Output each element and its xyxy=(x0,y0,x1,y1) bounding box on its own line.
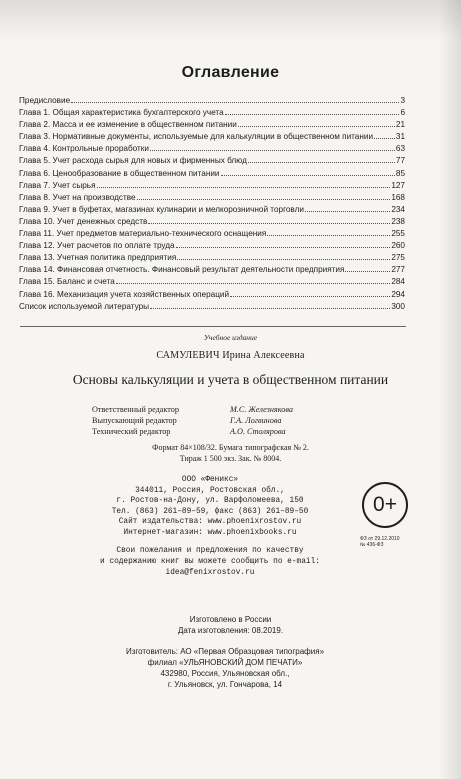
toc-leader-dots xyxy=(305,203,390,212)
publisher-line: 344011, Россия, Ростовская обл., xyxy=(135,486,285,495)
toc-entry-title: Список используемой литературы xyxy=(19,301,150,311)
editor-row xyxy=(92,404,352,415)
toc-leader-dots xyxy=(345,263,390,272)
publisher-line: Тел. (863) 261–89–59, факс (863) 261–89–50 xyxy=(111,507,309,516)
manufacturer-line: Изготовитель: АО «Первая Образцовая типография» xyxy=(125,647,325,656)
toc-entry-title: Глава 11. Учет предметов материально-технического оснащения xyxy=(19,229,267,239)
made-line: Дата изготовления: 08.2019. xyxy=(177,626,284,635)
age-rating-badge: 0+ xyxy=(362,482,408,528)
toc-entry-page: 21 xyxy=(395,120,405,130)
publisher-line: Интернет-магазин: www.phoenixbooks.ru xyxy=(123,528,297,537)
toc-leader-dots xyxy=(221,167,395,176)
printing-line: Тираж 1 500 экз. Зак. № 8004. xyxy=(179,454,282,463)
toc-entry xyxy=(19,227,405,239)
publisher-line: Свои пожелания и предложения по качеству xyxy=(116,547,304,556)
toc-entry xyxy=(19,179,405,191)
publisher-line: г. Ростов-на-Дону, ул. Варфоломеева, 150 xyxy=(116,497,304,506)
toc-leader-dots xyxy=(230,288,390,297)
toc-entry xyxy=(19,251,405,263)
toc-entry xyxy=(19,167,405,179)
toc-leader-dots xyxy=(97,179,391,188)
toc-entry-title: Предисловие xyxy=(19,96,71,105)
toc-leader-dots xyxy=(176,239,391,248)
toc-entry-title: Глава 1. Общая характеристика бухгалтерского учета xyxy=(19,108,224,118)
publisher-line: ООО «Феникс» xyxy=(181,476,239,484)
toc-entry-page: 238 xyxy=(391,216,405,226)
editor-name: Г.А. Логвинова xyxy=(230,416,282,425)
toc-entry-title: Глава 5. Учет расхода сырья для новых и фирменных блюд xyxy=(19,156,247,166)
toc-entry-page: 234 xyxy=(391,204,405,214)
toc-heading: Оглавление xyxy=(181,64,280,81)
toc-entry-page: 63 xyxy=(395,144,405,154)
table-of-contents xyxy=(19,94,405,312)
toc-entry-title: Глава 15. Баланс и счета xyxy=(19,277,115,287)
toc-leader-dots xyxy=(267,227,390,236)
printing-line: Формат 84×108/32. Бумага типографская № 2. xyxy=(152,443,309,452)
book-title: Основы калькуляции и учета в общественном питании xyxy=(72,372,389,387)
toc-entry xyxy=(19,215,405,227)
toc-entry xyxy=(19,203,405,215)
toc-entry-page: 85 xyxy=(395,168,405,178)
toc-entry xyxy=(19,154,405,166)
age-rating-law-note xyxy=(360,536,420,548)
age-note-line: ФЗ от 29.12.2010 xyxy=(360,536,400,542)
toc-entry-title: Глава 7. Учет сырья xyxy=(19,180,96,190)
toc-entry-title: Глава 4. Контрольные проработки xyxy=(19,144,149,154)
toc-entry xyxy=(19,239,405,251)
toc-entry-page: 300 xyxy=(391,301,405,311)
toc-entry-title: Глава 16. Механизация учета хозяйственных операций xyxy=(19,289,230,299)
publisher-info xyxy=(60,475,360,578)
toc-leader-dots xyxy=(150,300,390,309)
toc-entry-page: 277 xyxy=(391,265,405,275)
toc-entry xyxy=(19,94,405,106)
toc-entry xyxy=(19,263,405,275)
publisher-line: idea@fenixrostov.ru xyxy=(165,568,255,577)
toc-entry-page: 294 xyxy=(391,289,405,299)
editors-list xyxy=(92,404,352,437)
toc-entry-page: 168 xyxy=(391,192,405,202)
toc-entry xyxy=(19,300,405,312)
editor-role: Ответственный редактор xyxy=(92,405,179,414)
toc-entry-title: Глава 3. Нормативные документы, используемые для калькуляции в общественном питании xyxy=(19,132,374,142)
editor-row xyxy=(92,426,352,437)
toc-leader-dots xyxy=(177,251,390,260)
toc-entry xyxy=(19,288,405,300)
toc-entry xyxy=(19,191,405,203)
toc-entry-title: Глава 10. Учет денежных средств xyxy=(19,216,148,226)
toc-entry xyxy=(19,106,405,118)
toc-entry-title: Глава 6. Ценообразование в общественном питании xyxy=(19,168,220,178)
toc-entry-title: Глава 8. Учет на производстве xyxy=(19,192,136,202)
toc-entry-page: 31 xyxy=(395,132,405,142)
manufacturer-line: г. Ульяновск, ул. Гончарова, 14 xyxy=(167,680,283,689)
editor-role: Технический редактор xyxy=(92,427,171,436)
page-shadow-top xyxy=(0,0,461,40)
manufacturer-info xyxy=(70,646,380,690)
toc-entry-page: 6 xyxy=(400,108,405,118)
toc-leader-dots xyxy=(137,191,391,200)
toc-leader-dots xyxy=(150,142,395,151)
toc-leader-dots xyxy=(248,154,395,163)
edition-type: Учебное издание xyxy=(203,333,258,342)
toc-entry xyxy=(19,130,405,142)
toc-entry-page: 275 xyxy=(391,253,405,263)
toc-entry-title: Глава 14. Финансовая отчетность. Финансовый результат деятельности предприятия xyxy=(19,265,345,275)
toc-leader-dots xyxy=(238,118,395,127)
toc-entry xyxy=(19,118,405,130)
author-name: САМУЛЕВИЧ Ирина Алексеевна xyxy=(156,350,305,361)
publisher-line: и содержанию книг вы можете сообщить по e-mail: xyxy=(100,557,320,566)
section-divider xyxy=(20,326,406,327)
toc-entry-title: Глава 12. Учет расчетов по оплате труда xyxy=(19,241,175,251)
toc-leader-dots xyxy=(116,275,391,284)
editor-name: А.О. Столярова xyxy=(230,427,286,436)
publisher-line xyxy=(60,539,360,547)
editor-role: Выпускающий редактор xyxy=(92,416,177,425)
manufacturer-line: 432980, Россия, Ульяновская обл., xyxy=(160,669,290,678)
editor-row xyxy=(92,415,352,426)
toc-entry-page: 77 xyxy=(395,156,405,166)
toc-entry-page: 3 xyxy=(400,96,405,105)
toc-leader-dots xyxy=(148,215,390,224)
toc-entry xyxy=(19,275,405,287)
age-note-line: № 436-ФЗ xyxy=(360,542,384,548)
toc-leader-dots xyxy=(374,130,395,139)
printing-details xyxy=(0,442,461,464)
toc-entry-title: Глава 2. Масса и ее изменение в общественном питании xyxy=(19,120,237,130)
toc-entry-page: 284 xyxy=(391,277,405,287)
made-in-info xyxy=(0,614,461,636)
toc-entry xyxy=(19,142,405,154)
toc-entry-page: 127 xyxy=(391,180,405,190)
toc-entry-title: Глава 9. Учет в буфетах, магазинах кулинарии и мелкорозничной торговли xyxy=(19,204,304,214)
editor-name: М.С. Железнякова xyxy=(230,405,293,414)
publisher-line: Сайт издательства: www.phoenixrostov.ru xyxy=(118,518,302,527)
manufacturer-line: филиал «УЛЬЯНОВСКИЙ ДОМ ПЕЧАТИ» xyxy=(147,658,303,667)
toc-leader-dots xyxy=(225,106,400,115)
toc-leader-dots xyxy=(71,94,399,103)
page-shadow-right xyxy=(439,0,461,779)
made-line: Изготовлено в России xyxy=(189,615,272,624)
toc-entry-page: 255 xyxy=(391,229,405,239)
toc-entry-title: Глава 13. Учетная политика предприятия xyxy=(19,253,177,263)
toc-entry-page: 260 xyxy=(391,241,405,251)
